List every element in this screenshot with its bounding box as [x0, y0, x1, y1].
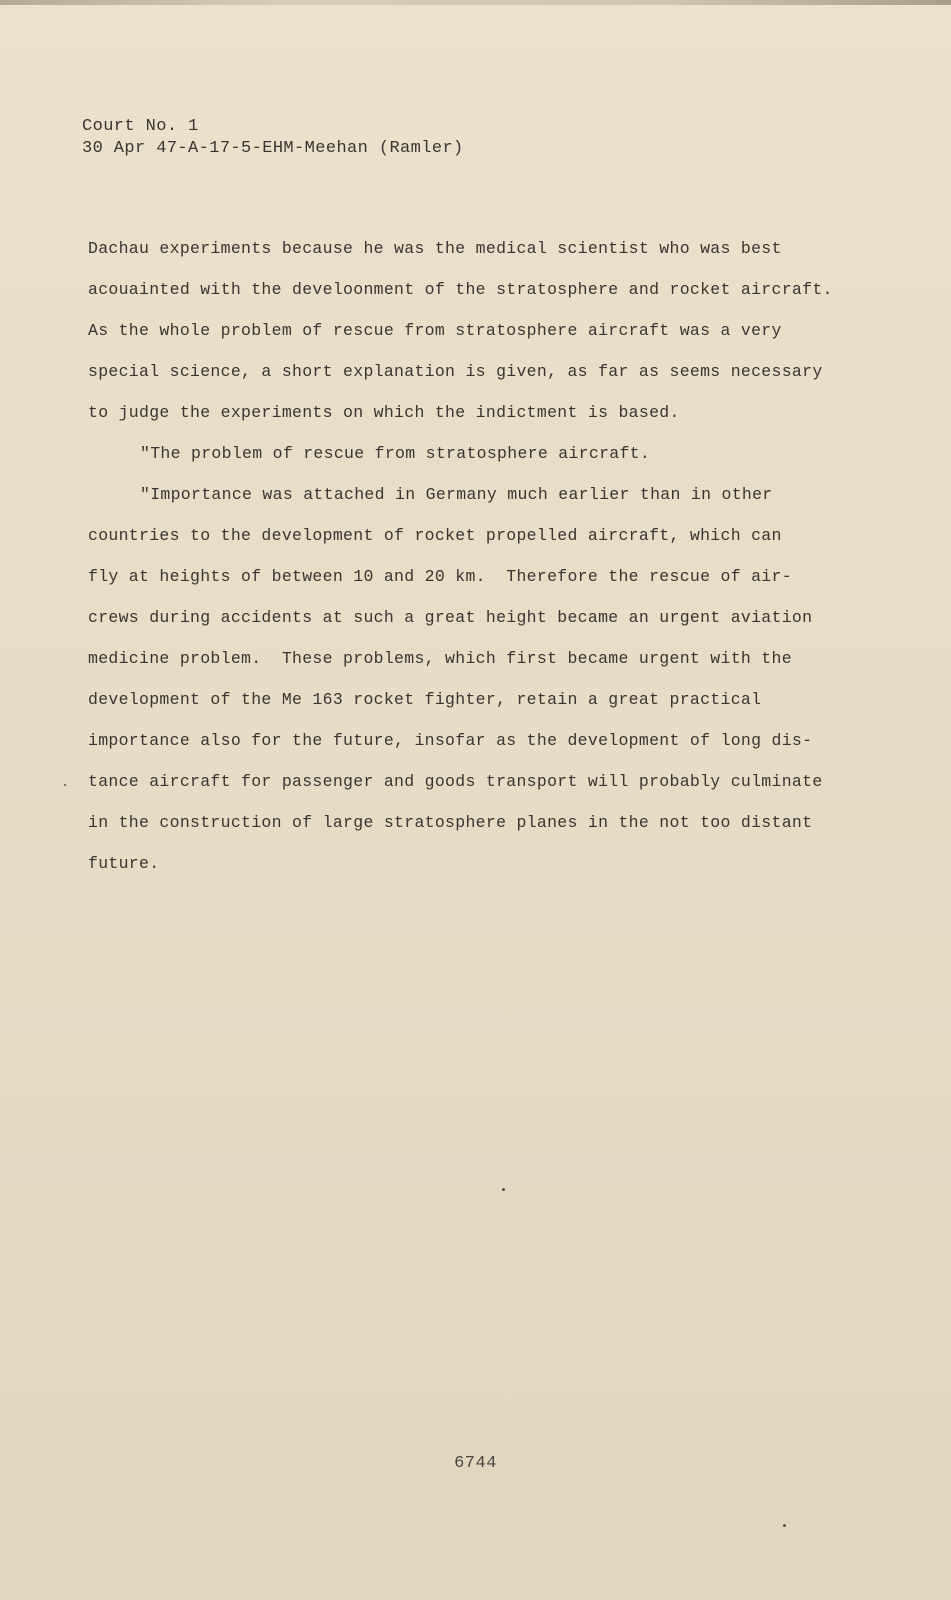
body-line-5: to judge the experiments on which the indictment is based. [88, 403, 680, 422]
body-line-11: medicine problem. These problems, which first became urgent with the [88, 649, 792, 668]
body-line-14: tance aircraft for passenger and goods transport will probably culminate [88, 772, 823, 791]
document-header [82, 116, 464, 160]
body-line-15: in the construction of large stratosphere planes in the not too distant [88, 813, 813, 832]
paper-speck [64, 784, 66, 786]
body-line-16: future. [88, 854, 160, 873]
transcript-body [88, 228, 848, 884]
paper-speck [783, 1524, 786, 1527]
body-line-3: As the whole problem of rescue from stratosphere aircraft was a very [88, 321, 782, 340]
body-line-6: "The problem of rescue from stratosphere aircraft. [140, 444, 651, 463]
body-line-13: importance also for the future, insofar as the development of long dis- [88, 731, 813, 750]
body-line-10: crews during accidents at such a great height became an urgent aviation [88, 608, 813, 627]
paper-speck [502, 1188, 505, 1191]
body-line-9: fly at heights of between 10 and 20 km. Therefore the rescue of air- [88, 567, 792, 586]
body-line-1: Dachau experiments because he was the medical scientist who was best [88, 239, 782, 258]
body-line-2: acouainted with the develoonment of the stratosphere and rocket aircraft. [88, 280, 833, 299]
page-number: 6744 [454, 1454, 497, 1473]
body-line-8: countries to the development of rocket propelled aircraft, which can [88, 526, 782, 545]
body-line-12: development of the Me 163 rocket fighter, retain a great practical [88, 690, 762, 709]
body-line-4: special science, a short explanation is given, as far as seems necessary [88, 362, 823, 381]
session-reference: 30 Apr 47-A-17-5-EHM-Meehan (Ramler) [82, 139, 464, 158]
court-number: Court No. 1 [82, 117, 199, 136]
body-line-7: "Importance was attached in Germany much earlier than in other [140, 485, 773, 504]
